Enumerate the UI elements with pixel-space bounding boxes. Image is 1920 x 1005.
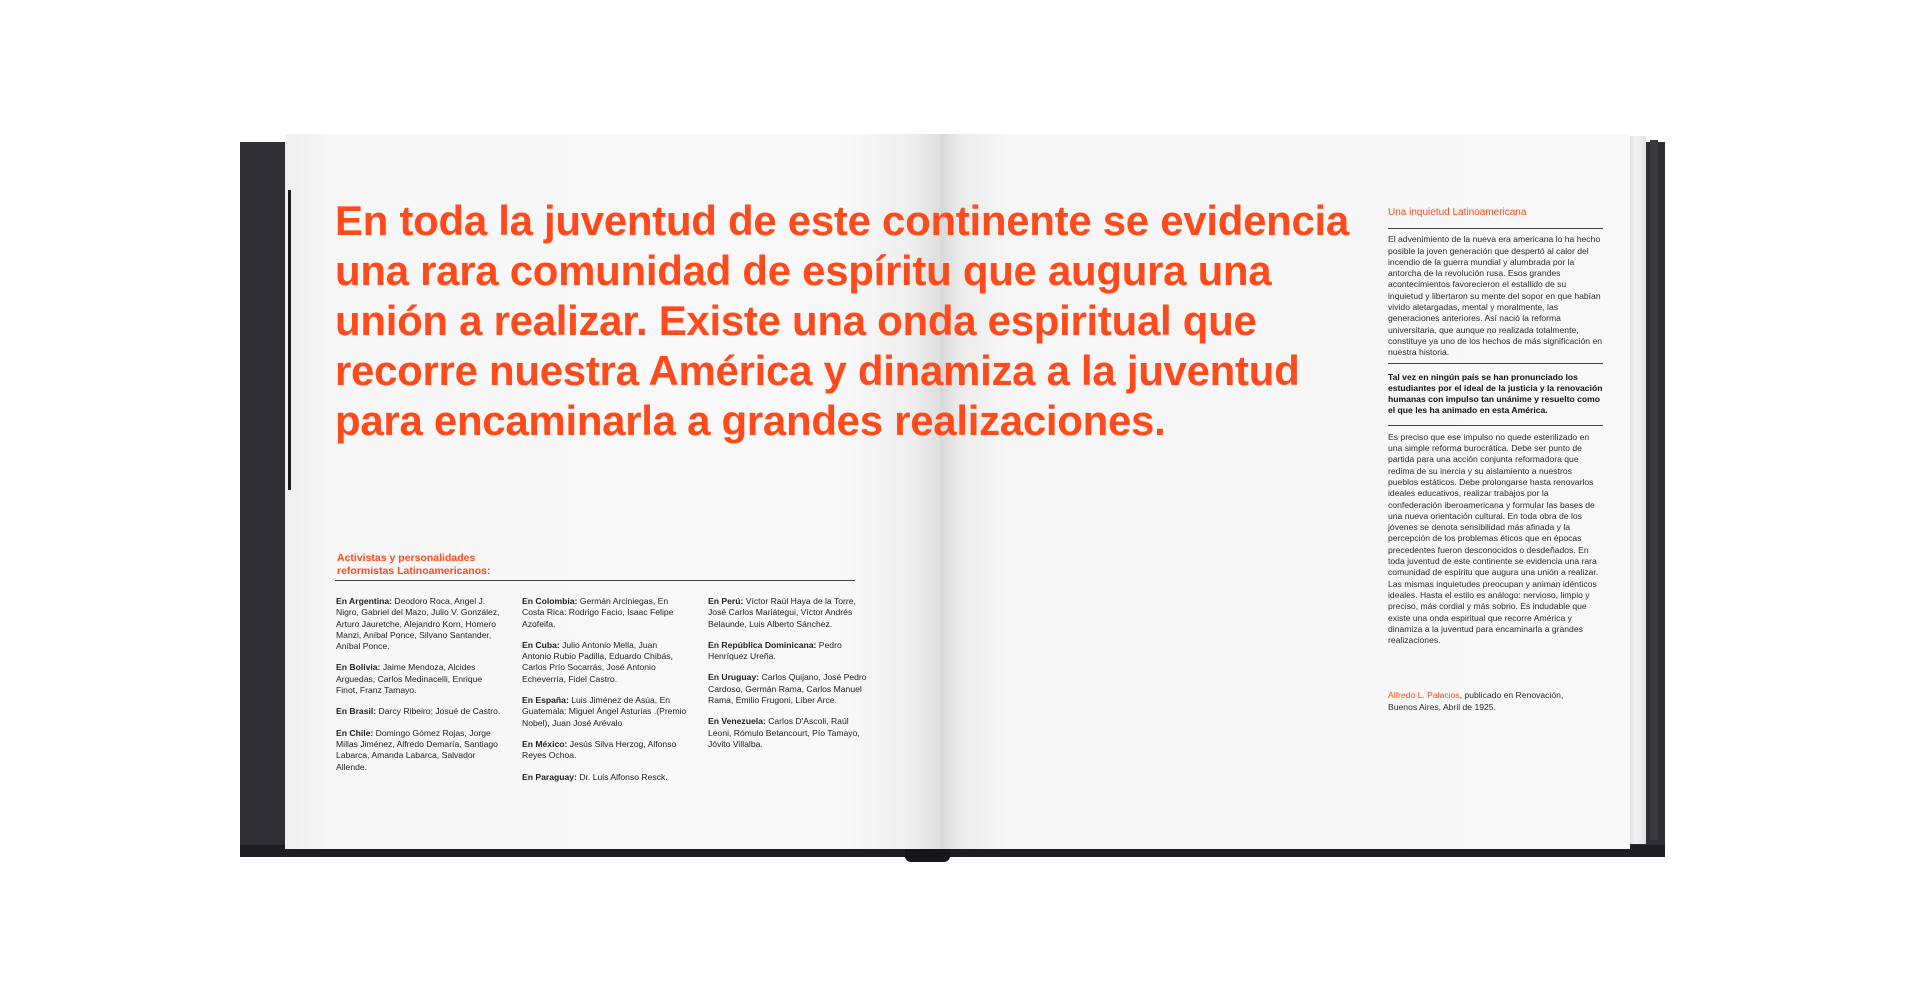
country-names: Julio Antonio Mella, Juan Antonio Rubio Padilla, Eduardo Chibás, Carlos Prío Socarrás, José Antonio Echeverría, Fidel Castro.: [522, 639, 673, 684]
headline-line: una rara comunidad de espíritu que augura una: [335, 247, 1272, 294]
country-entry: [708, 672, 873, 706]
country-label: En Chile:: [336, 727, 374, 738]
headline-line: unión a realizar. Existe una onda espiritual que: [335, 297, 1257, 344]
author-name: Alfredo L. Palacios: [1388, 690, 1460, 701]
activists-heading: [337, 552, 490, 578]
country-label: En Paraguay:: [522, 771, 577, 782]
attribution: [1388, 690, 1603, 713]
country-names: Jesús Silva Herzog, Alfonso Reyes Ochoa.: [522, 738, 677, 761]
country-label: En República Dominicana:: [708, 639, 817, 650]
country-label: En Perú:: [708, 596, 744, 606]
activists-heading-line1: Activistas y personalidades: [337, 552, 476, 564]
activists-heading-line2: reformistas Latinoamericanos:: [337, 565, 491, 577]
source-line: , publicado en Renovación,: [1459, 690, 1564, 701]
activists-column-2: [522, 596, 687, 793]
page-edges-right: [1628, 136, 1646, 844]
country-names: Dr. Luis Alfonso Resck.: [579, 771, 668, 782]
page-stack-edge-right: [1650, 140, 1658, 840]
country-names: Víctor Raúl Haya de la Torre, José Carlos Mariátegui, Víctor Andrés Belaunde, Luis Alberto Sánchez.: [708, 596, 856, 629]
activists-column-1: [336, 596, 501, 783]
country-names: Domingo Gómez Rojas, Jorge Millas Jiménez, Alfredo Demaría, Santiago Labarca, Amanda Labarca, Salvador Allende.: [336, 727, 498, 772]
headline-line: para encaminarla a grandes realizaciones.: [335, 397, 1166, 444]
sidebar-divider: [1388, 363, 1603, 364]
country-names: Pedro Henríquez Ureña.: [708, 639, 842, 662]
country-names: Luis Jiménez de Asúa, En Guatemala: Miguel Ángel Asturias .(Premio Nobel), Juan José Arévalo: [522, 695, 687, 728]
headline-line: En toda la juventud de este continente se evidencia: [335, 197, 1349, 244]
country-entry: [708, 640, 873, 663]
country-entry: [336, 728, 501, 773]
sidebar-divider: [1388, 425, 1603, 426]
country-names: Carlos D'Ascoli, Raúl Leoni, Rómulo Betancourt, Pío Tamayo, Jóvito Villalba.: [708, 716, 860, 749]
country-entry: [708, 716, 873, 750]
country-entry: [522, 640, 687, 685]
activists-divider: [335, 580, 855, 581]
activists-column-3: [708, 596, 873, 760]
headline-line: recorre nuestra América y dinamiza a la juventud: [335, 347, 1300, 394]
sidebar-paragraph: El advenimiento de la nueva era americana lo ha hecho posible la joven generación que despertó al calor del incendio de la guerra mundial y alumbrada por la antorcha de la revolución rusa. Esos grandes acontecimientos favorecieron el estallido de su inquietud y libertaron su mente del sopor en que habían vivido aletargadas, mental y moralmente, las generaciones anteriores. Así nació la reforma universitaria, que aunque no realizada totalmente, constituye ya uno de los hechos de más significación en nuestra historia.: [1388, 234, 1603, 358]
sidebar-title: Una inquietud Latinoamericana: [1388, 207, 1527, 218]
country-entry: [522, 739, 687, 762]
country-entry: [522, 772, 687, 783]
country-names: Carlos Quijano, José Pedro Cardoso, Germán Rama, Carlos Manuel Rama, Emilio Frugoni, Líber Arce.: [708, 672, 867, 706]
country-label: En Brasil:: [336, 706, 377, 717]
country-label: En España:: [522, 695, 569, 706]
country-label: En Bolivia:: [336, 662, 381, 673]
country-label: En Argentina:: [336, 596, 393, 606]
source-date: Buenos Aires, Abril de 1925.: [1388, 701, 1496, 712]
country-names: Darcy Ribeiro; Josué de Castro.: [378, 706, 501, 717]
left-page-edge-strip: [288, 190, 291, 490]
country-label: En Colombia:: [522, 596, 578, 606]
country-entry: [336, 662, 501, 696]
sidebar-divider: [1388, 228, 1603, 229]
country-names: Jaime Mendoza, Alcides Arguedas, Carlos Medinacelli, Enrique Finot, Franz Tamayo.: [336, 662, 483, 696]
sidebar-paragraph: Es preciso que ese impulso no quede esterilizado en una simple reforma burocrática. Debe ser punto de partida para una acción conjunta reformadora que redima de su inercia y su aislamiento a nuestros pueblos estáticos. Debe prolongarse hasta renovarlos ideales educativos, realizar trabajos por la confederación iberoamericana y formular las bases de una nueva orientación cultural. En toda obra de los jóvenes se denota sensibilidad más afinada y la percepción de los problemas éticos que en épocas precedentes fueron desconocidos o desdeñados. En toda juventud de este continente se evidencia una rara comunidad de espíritu que augura una unión a realizar. Las mismas inquietudes preocupan y animan idénticos ideales. Hasta el estilo es análogo: nervioso, limpio y preciso, más cordial y más sobrio. Es indudable que existe una onda espiritual que recorre América y dinamiza a la juventud para encaminarla a grandes realizaciones.: [1388, 431, 1599, 646]
headline-quote: [335, 196, 1349, 446]
country-label: En Venezuela:: [708, 716, 766, 727]
country-entry: [336, 706, 501, 717]
country-names: Deodoro Roca, Angel J. Nigro, Gabriel del Mazo, Julio V. González, Arturo Jauretche, Alejandro Korn, Homero Manzi, Aníbal Ponce, Silvano Santander, Aníbal Ponce.: [336, 596, 500, 652]
country-entry: [522, 695, 687, 729]
sidebar-essay: [1388, 207, 1603, 713]
country-entry: [708, 596, 873, 630]
country-entry: [336, 596, 501, 652]
country-label: En Uruguay:: [708, 672, 760, 683]
sidebar-pull-quote: Tal vez en ningún país se han pronunciado los estudiantes por el ideal de la justicia y la renovación humanas con impulso tan unánime y resuelto como el que les ha animado en esta América.: [1388, 371, 1603, 416]
country-entry: [522, 596, 687, 630]
country-names: Germán Arciniegas, En Costa Rica: Rodrigo Facio, Isaac Felipe Azofeifa.: [522, 596, 674, 629]
country-label: En México:: [522, 738, 568, 749]
country-label: En Cuba:: [522, 639, 560, 650]
